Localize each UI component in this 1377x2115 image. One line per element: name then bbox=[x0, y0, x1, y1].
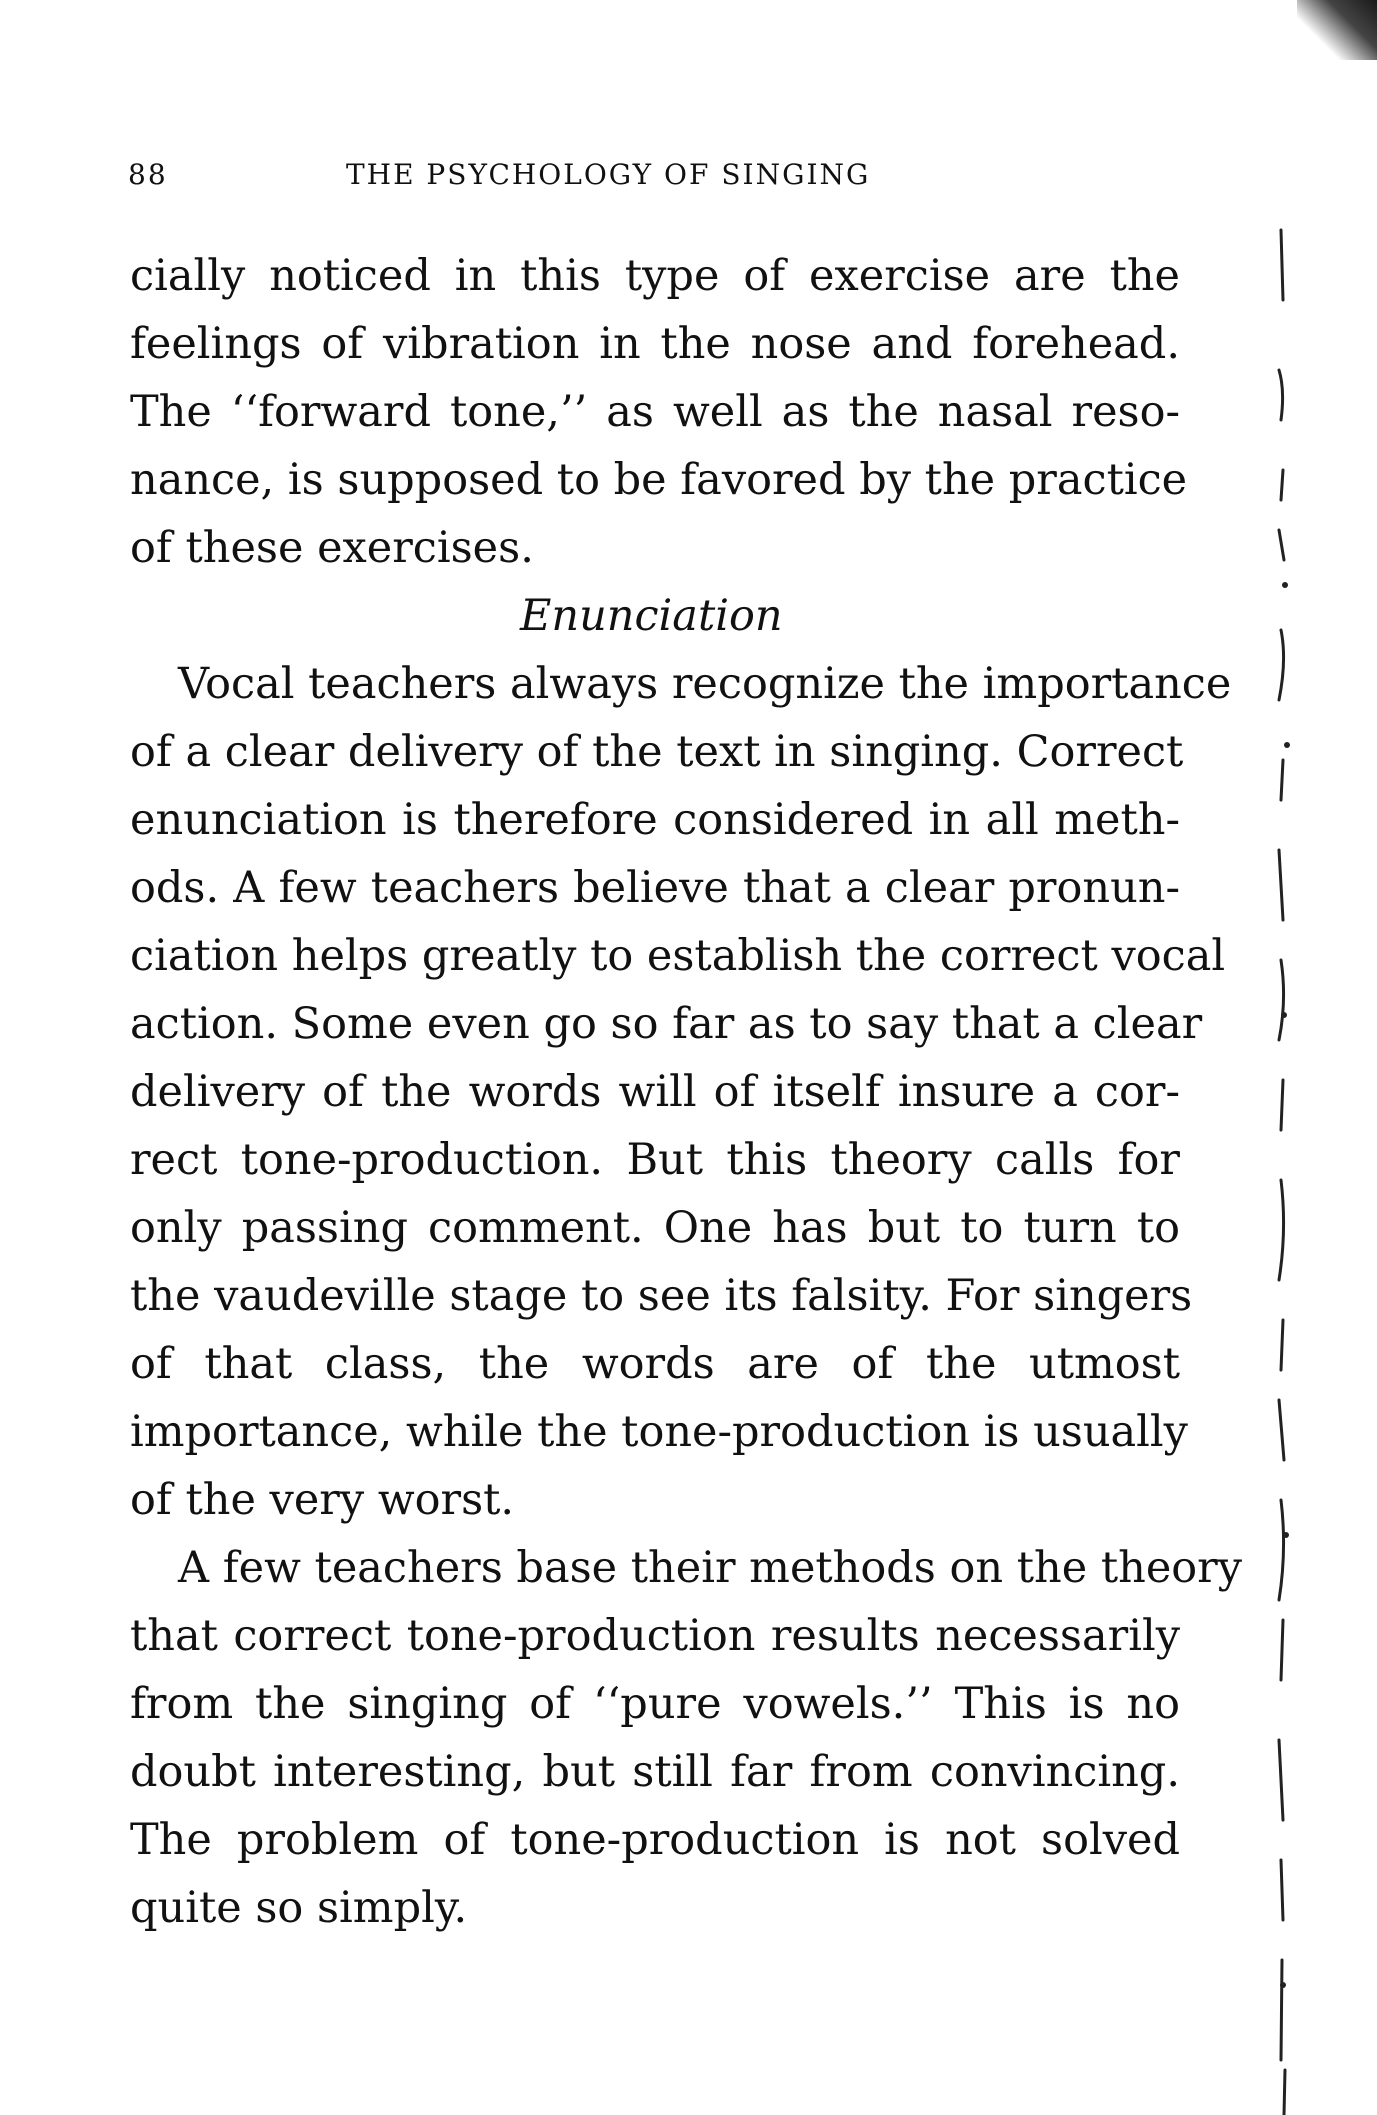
text-line: The ‘‘forward tone,’’ as well as the nasal reso- bbox=[130, 387, 1180, 437]
text-line: of a clear delivery of the text in singing. Correct bbox=[130, 727, 1184, 777]
text-line: quite so simply. bbox=[130, 1883, 468, 1933]
text-line: the vaudeville stage to see its falsity. For singers bbox=[130, 1271, 1193, 1321]
text-line: The problem of tone-production is not solved bbox=[130, 1815, 1180, 1865]
text-line: delivery of the words will of itself insure a cor- bbox=[130, 1067, 1180, 1117]
text-line: only passing comment. One has but to turn to bbox=[130, 1203, 1180, 1253]
text-line: action. Some even go so far as to say that a clear bbox=[130, 999, 1203, 1049]
text-line: ods. A few teachers believe that a clear pronun- bbox=[130, 863, 1180, 913]
text-line: cially noticed in this type of exercise are the bbox=[130, 251, 1180, 301]
binding-edge-marks bbox=[1257, 0, 1377, 2115]
running-head: THE PSYCHOLOGY OF SINGING bbox=[346, 158, 871, 191]
text-line: from the singing of ‘‘pure vowels.’’ This is no bbox=[130, 1679, 1180, 1729]
text-line: Vocal teachers always recognize the importance bbox=[178, 659, 1232, 709]
text-line: of that class, the words are of the utmost bbox=[130, 1339, 1180, 1389]
text-line: that correct tone-production results necessarily bbox=[130, 1611, 1180, 1661]
text-line: enunciation is therefore considered in all meth- bbox=[130, 795, 1180, 845]
body-text bbox=[130, 242, 1243, 1942]
text-line: of the very worst. bbox=[130, 1475, 515, 1525]
page-header bbox=[128, 158, 968, 198]
text-line: A few teachers base their methods on the theory bbox=[178, 1543, 1243, 1593]
text-line: of these exercises. bbox=[130, 523, 534, 573]
page-number: 88 bbox=[128, 158, 168, 191]
text-line: nance, is supposed to be favored by the practice bbox=[130, 455, 1188, 505]
text-line: ciation helps greatly to establish the correct vocal bbox=[130, 931, 1226, 981]
section-heading: Enunciation bbox=[520, 591, 783, 641]
text-line: rect tone-production. But this theory calls for bbox=[130, 1135, 1180, 1185]
text-line: importance, while the tone-production is usually bbox=[130, 1407, 1188, 1457]
text-line: feelings of vibration in the nose and forehead. bbox=[130, 319, 1180, 369]
text-line: doubt interesting, but still far from convincing. bbox=[130, 1747, 1180, 1797]
